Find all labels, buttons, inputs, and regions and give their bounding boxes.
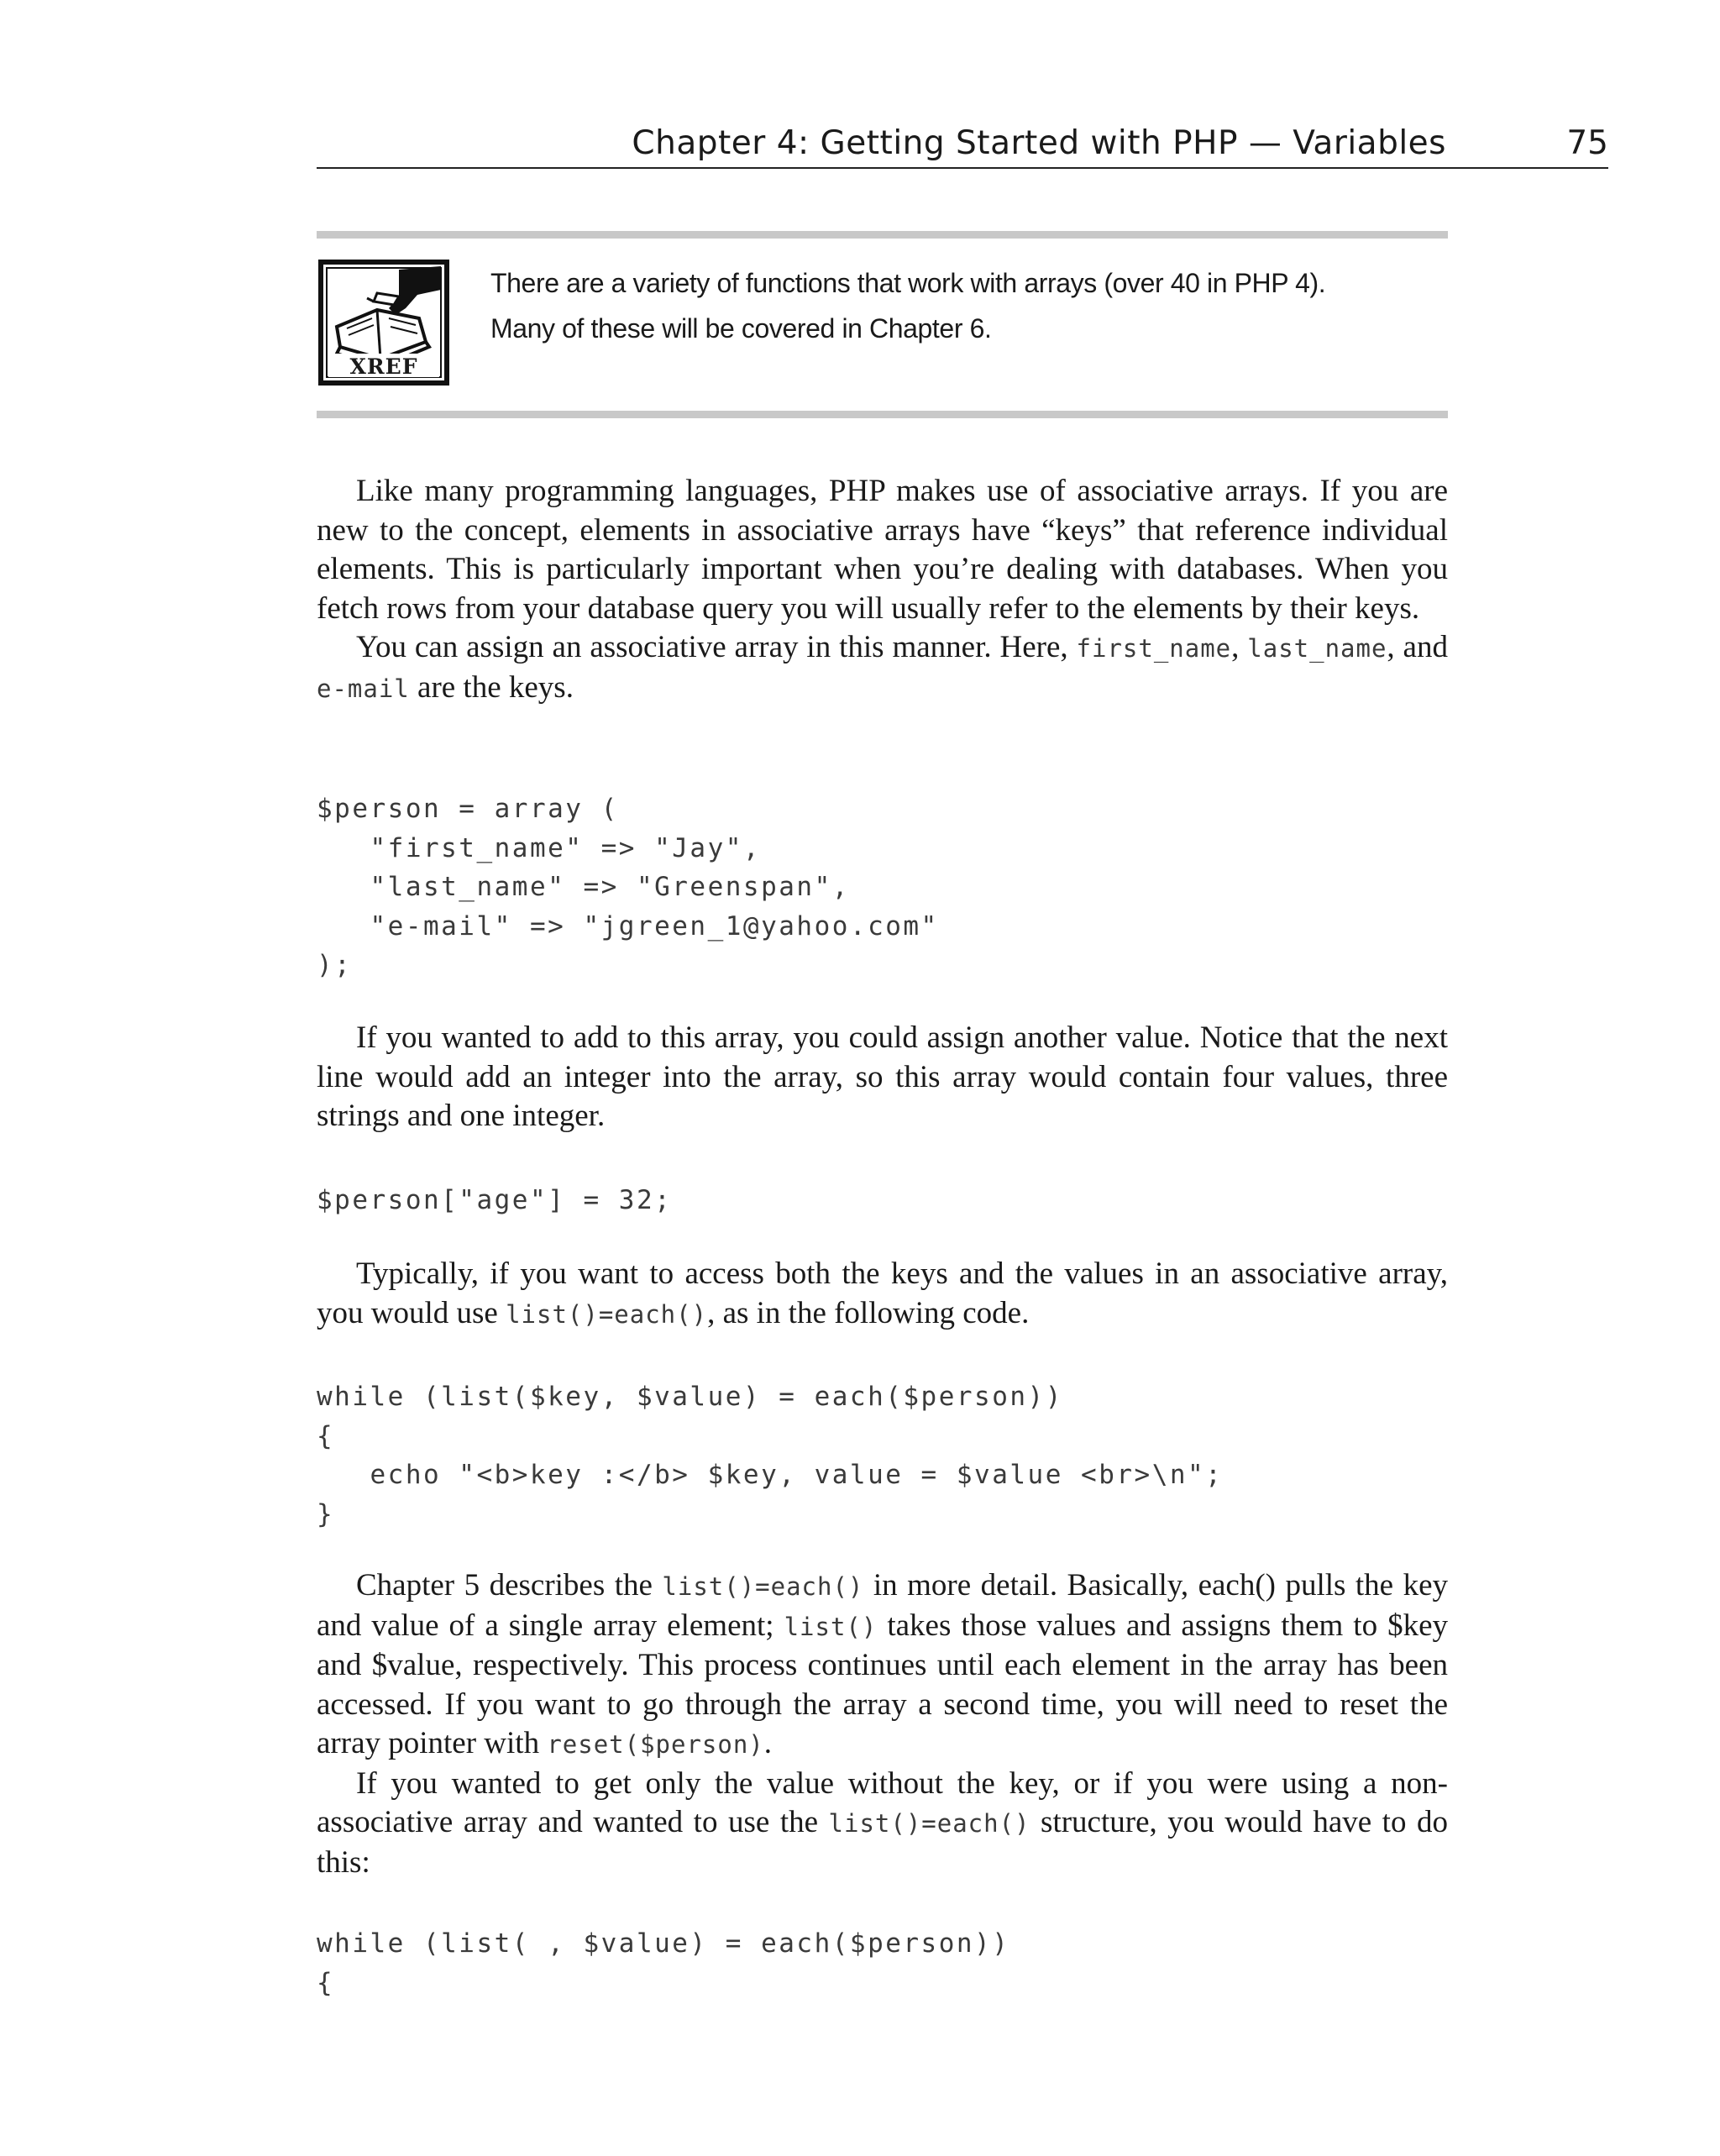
text-run: are the keys.: [409, 669, 574, 705]
text-run: in more detail. Basically, each() pulls the key and value of a single array element;: [317, 1568, 1449, 1643]
code-line: echo "<b>key :</b> $key, value = $value <br>\n";: [317, 1460, 1224, 1490]
code-line: while (list($key, $value) = each($person)): [317, 1382, 1063, 1412]
code-line: {: [317, 1420, 335, 1451]
inline-code: list()=each(): [828, 1809, 1030, 1838]
body-section-4: [317, 1566, 1448, 1882]
running-header: [317, 120, 1608, 169]
xref-note: [490, 260, 1431, 351]
paragraph-list-each: [317, 1255, 1448, 1334]
inline-code: last_name: [1247, 634, 1387, 663]
body-section-3: [317, 1255, 1448, 1334]
body-section-1: [317, 472, 1448, 708]
paragraph-associative-arrays: Like many programming languages, PHP makes use of associative arrays. If you are new to the concept, elements in associative arrays have “keys” that reference individual elements. This is particularly important when you’re dealing with databases. When you fetch rows from your database query you will usually refer to the elements by their keys.: [317, 474, 1448, 626]
inline-code: first_name: [1076, 634, 1232, 663]
code-block-array-definition: [317, 789, 939, 985]
inline-code: reset($person): [547, 1730, 764, 1759]
body-section-2: [317, 1019, 1448, 1136]
text-run: takes those values and assigns them to $key and $value, respectively. This process continues until each element in the array has been accessed. If you want to go through the array a second time, you will need to reset the array pointer with: [317, 1608, 1448, 1760]
chapter-title: Chapter 4: Getting Started with PHP — Variables: [632, 124, 1446, 162]
xref-callout: [317, 231, 1448, 420]
paragraph-chapter-5: [317, 1566, 1448, 1765]
inline-code: e-mail: [317, 674, 410, 703]
code-line: "first_name" => "Jay",: [317, 832, 762, 863]
code-block-while-value-only: [317, 1924, 1009, 2002]
text-run: ,: [1231, 630, 1248, 664]
code-line: }: [317, 1498, 335, 1529]
paragraph-value-only: [317, 1765, 1448, 1883]
text-run: , and: [1387, 630, 1448, 664]
text-run: If you wanted to get only the value without the key, or if you were using a nonassociative array and wanted to use the: [317, 1765, 1448, 1839]
xref-note-line-1: There are a variety of functions that work with arrays (over 40 in PHP 4).: [490, 268, 1326, 298]
inline-code: list()=each(): [662, 1572, 864, 1601]
page-number: 75: [1566, 124, 1608, 162]
code-line: "e-mail" => "jgreen_1@yahoo.com": [317, 910, 939, 942]
code-block-while-loop: [317, 1377, 1223, 1534]
paragraph-add-value: If you wanted to add to this array, you could assign another value. Notice that the next line would add an integer into the array, so this array would contain four values, three strings and one integer.: [317, 1020, 1448, 1133]
callout-top-rule: [317, 231, 1448, 239]
code-line: "last_name" => "Greenspan",: [317, 872, 850, 902]
text-run: Typically, if you want to access both the keys and the values in an associative array, you would use: [317, 1256, 1448, 1330]
code-line: $person = array (: [317, 794, 619, 824]
text-run: You can assign an associative array in this manner. Here,: [356, 630, 1077, 664]
code-line: {: [317, 1967, 335, 1998]
text-run: Chapter 5 describes the: [356, 1568, 663, 1603]
code-line: while (list( , $value) = each($person)): [317, 1928, 1010, 1959]
xref-note-line-2: Many of these will be covered in Chapter 6.: [490, 313, 992, 344]
inline-code: list()=each(): [506, 1299, 708, 1329]
text-run: .: [763, 1726, 773, 1760]
inline-code: list(): [784, 1612, 878, 1641]
callout-bottom-rule: [317, 411, 1448, 418]
text-run: structure, you would have to do this:: [317, 1805, 1448, 1880]
code-line: $person["age"] = 32;: [317, 1185, 673, 1215]
text-run: , as in the following code.: [707, 1295, 1030, 1330]
code-line: );: [317, 950, 353, 980]
paragraph-assign-array: [317, 628, 1448, 708]
xref-icon-label: XREF: [349, 354, 418, 379]
code-block-age: [317, 1181, 672, 1220]
